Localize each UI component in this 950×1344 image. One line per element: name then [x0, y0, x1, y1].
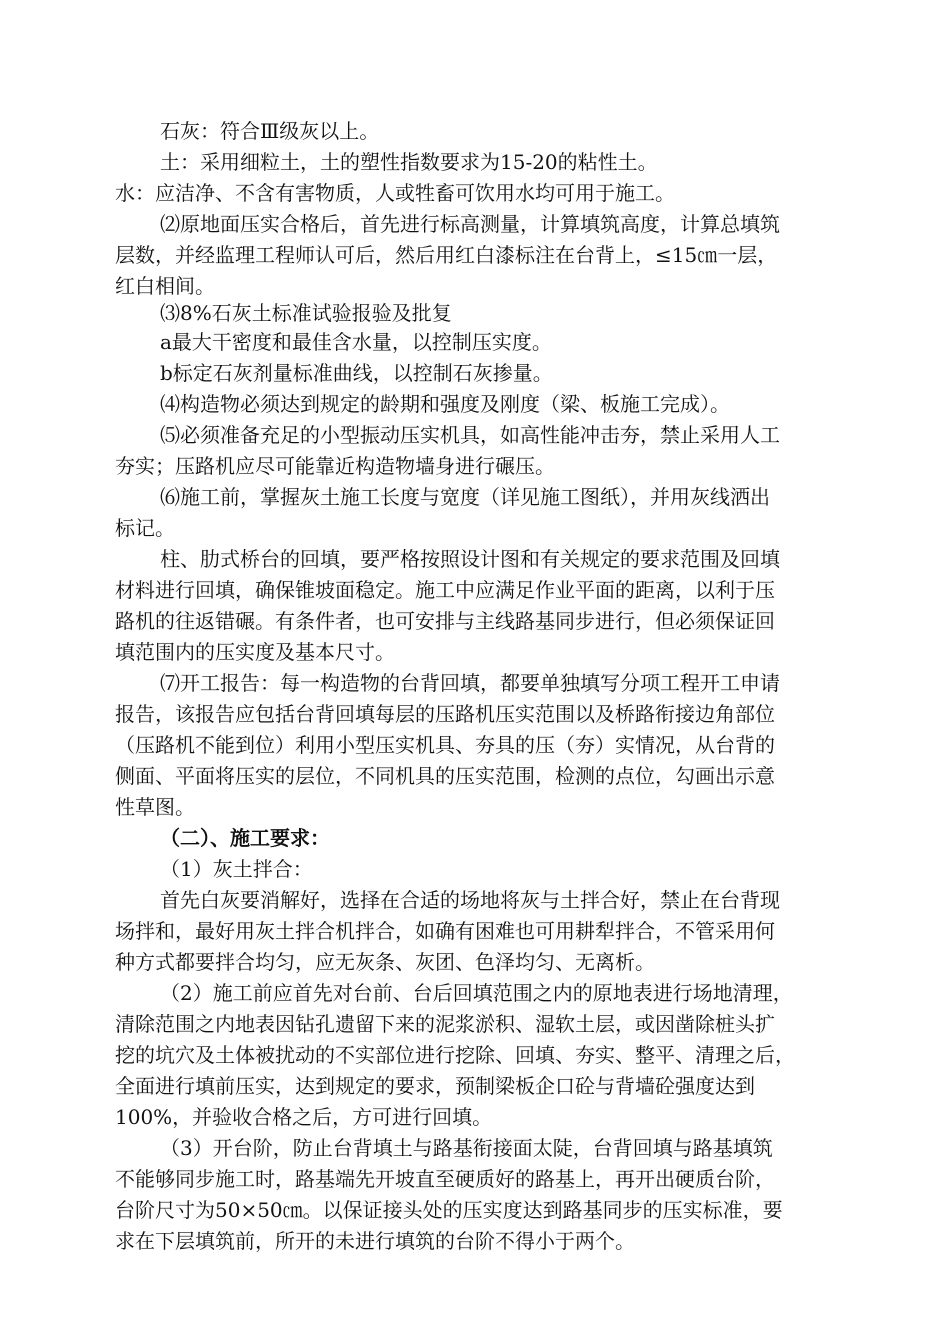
text-line: 土：采用细粒土，土的塑性指数要求为15-20的粘性土。 [160, 150, 658, 174]
text-line: 不能够同步施工时，路基端先开坡直至硬质好的路基上，再开出硬质台阶， [115, 1167, 775, 1191]
text-line: 台阶尺寸为50×50㎝。以保证接头处的压实度达到路基同步的压实标准，要 [115, 1198, 783, 1222]
text-line: （2）施工前应首先对台前、台后回填范围之内的原地表进行场地清理， [160, 981, 793, 1005]
text-line: ⑶8%石灰土标准试验报验及批复 [160, 301, 452, 325]
text-line: ⑸必须准备充足的小型振动压实机具，如高性能冲击夯，禁止采用人工 [160, 423, 780, 447]
text-line: 侧面、平面将压实的层位，不同机具的压实范围，检测的点位，勾画出示意 [115, 764, 775, 788]
text-line: 挖的坑穴及土体被扰动的不实部位进行挖除、回填、夯实、整平、清理之后， [115, 1043, 795, 1067]
text-line: 石灰：符合Ⅲ级灰以上。 [160, 119, 380, 143]
text-line: ⑹施工前，掌握灰土施工长度与宽度（详见施工图纸），并用灰线洒出 [160, 485, 770, 509]
text-line: b标定石灰剂量标准曲线，以控制石灰掺量。 [160, 361, 553, 385]
text-line: 标记。 [115, 516, 175, 540]
section-heading: （二）、施工要求： [160, 826, 330, 850]
text-line: 柱、肋式桥台的回填，要严格按照设计图和有关规定的要求范围及回填 [160, 547, 780, 571]
text-line: （3）开台阶，防止台背填土与路基衔接面太陡，台背回填与路基填筑 [160, 1136, 773, 1160]
text-line: 材料进行回填，确保锥坡面稳定。施工中应满足作业平面的距离，以利于压 [115, 578, 775, 602]
text-line: 填范围内的压实度及基本尺寸。 [115, 640, 395, 664]
text-line: 求在下层填筑前，所开的未进行填筑的台阶不得小于两个。 [115, 1229, 635, 1253]
text-line: ⑵原地面压实合格后，首先进行标高测量，计算填筑高度，计算总填筑 [160, 212, 780, 236]
text-line: 报告，该报告应包括台背回填每层的压路机压实范围以及桥路衔接边角部位 [115, 702, 775, 726]
text-line: a最大干密度和最佳含水量，以控制压实度。 [160, 330, 552, 354]
text-line: 路机的往返错碾。有条件者，也可安排与主线路基同步进行，但必须保证回 [115, 609, 775, 633]
text-line: 红白相间。 [115, 274, 215, 298]
text-line: ⑷构造物必须达到规定的龄期和强度及刚度（梁、板施工完成）。 [160, 392, 730, 416]
text-line: 层数，并经监理工程师认可后，然后用红白漆标注在台背上，≤15㎝一层， [115, 243, 778, 267]
text-line: 场拌和，最好用灰土拌合机拌合，如确有困难也可用耕犁拌合，不管采用何 [115, 919, 775, 943]
text-line: 夯实；压路机应尽可能靠近构造物墙身进行碾压。 [115, 454, 555, 478]
text-line: 清除范围之内地表因钻孔遗留下来的泥浆淤积、湿软土层，或因凿除桩头扩 [115, 1012, 775, 1036]
text-line: （压路机不能到位）利用小型压实机具、夯具的压（夯）实情况，从台背的 [115, 733, 775, 757]
text-line: 种方式都要拌合均匀，应无灰条、灰团、色泽均匀、无离析。 [115, 950, 655, 974]
text-line: 首先白灰要消解好，选择在合适的场地将灰与土拌合好，禁止在台背现 [160, 888, 780, 912]
text-line: 水：应洁净、不含有害物质，人或牲畜可饮用水均可用于施工。 [115, 181, 675, 205]
text-line: 100%，并验收合格之后，方可进行回填。 [115, 1105, 493, 1129]
text-line: 性草图。 [115, 795, 195, 819]
text-line: ⑺开工报告：每一构造物的台背回填，都要单独填写分项工程开工申请 [160, 671, 780, 695]
text-line: （1）灰土拌合： [160, 857, 313, 881]
text-line: 全面进行填前压实，达到规定的要求，预制梁板企口砼与背墙砼强度达到 [115, 1074, 755, 1098]
